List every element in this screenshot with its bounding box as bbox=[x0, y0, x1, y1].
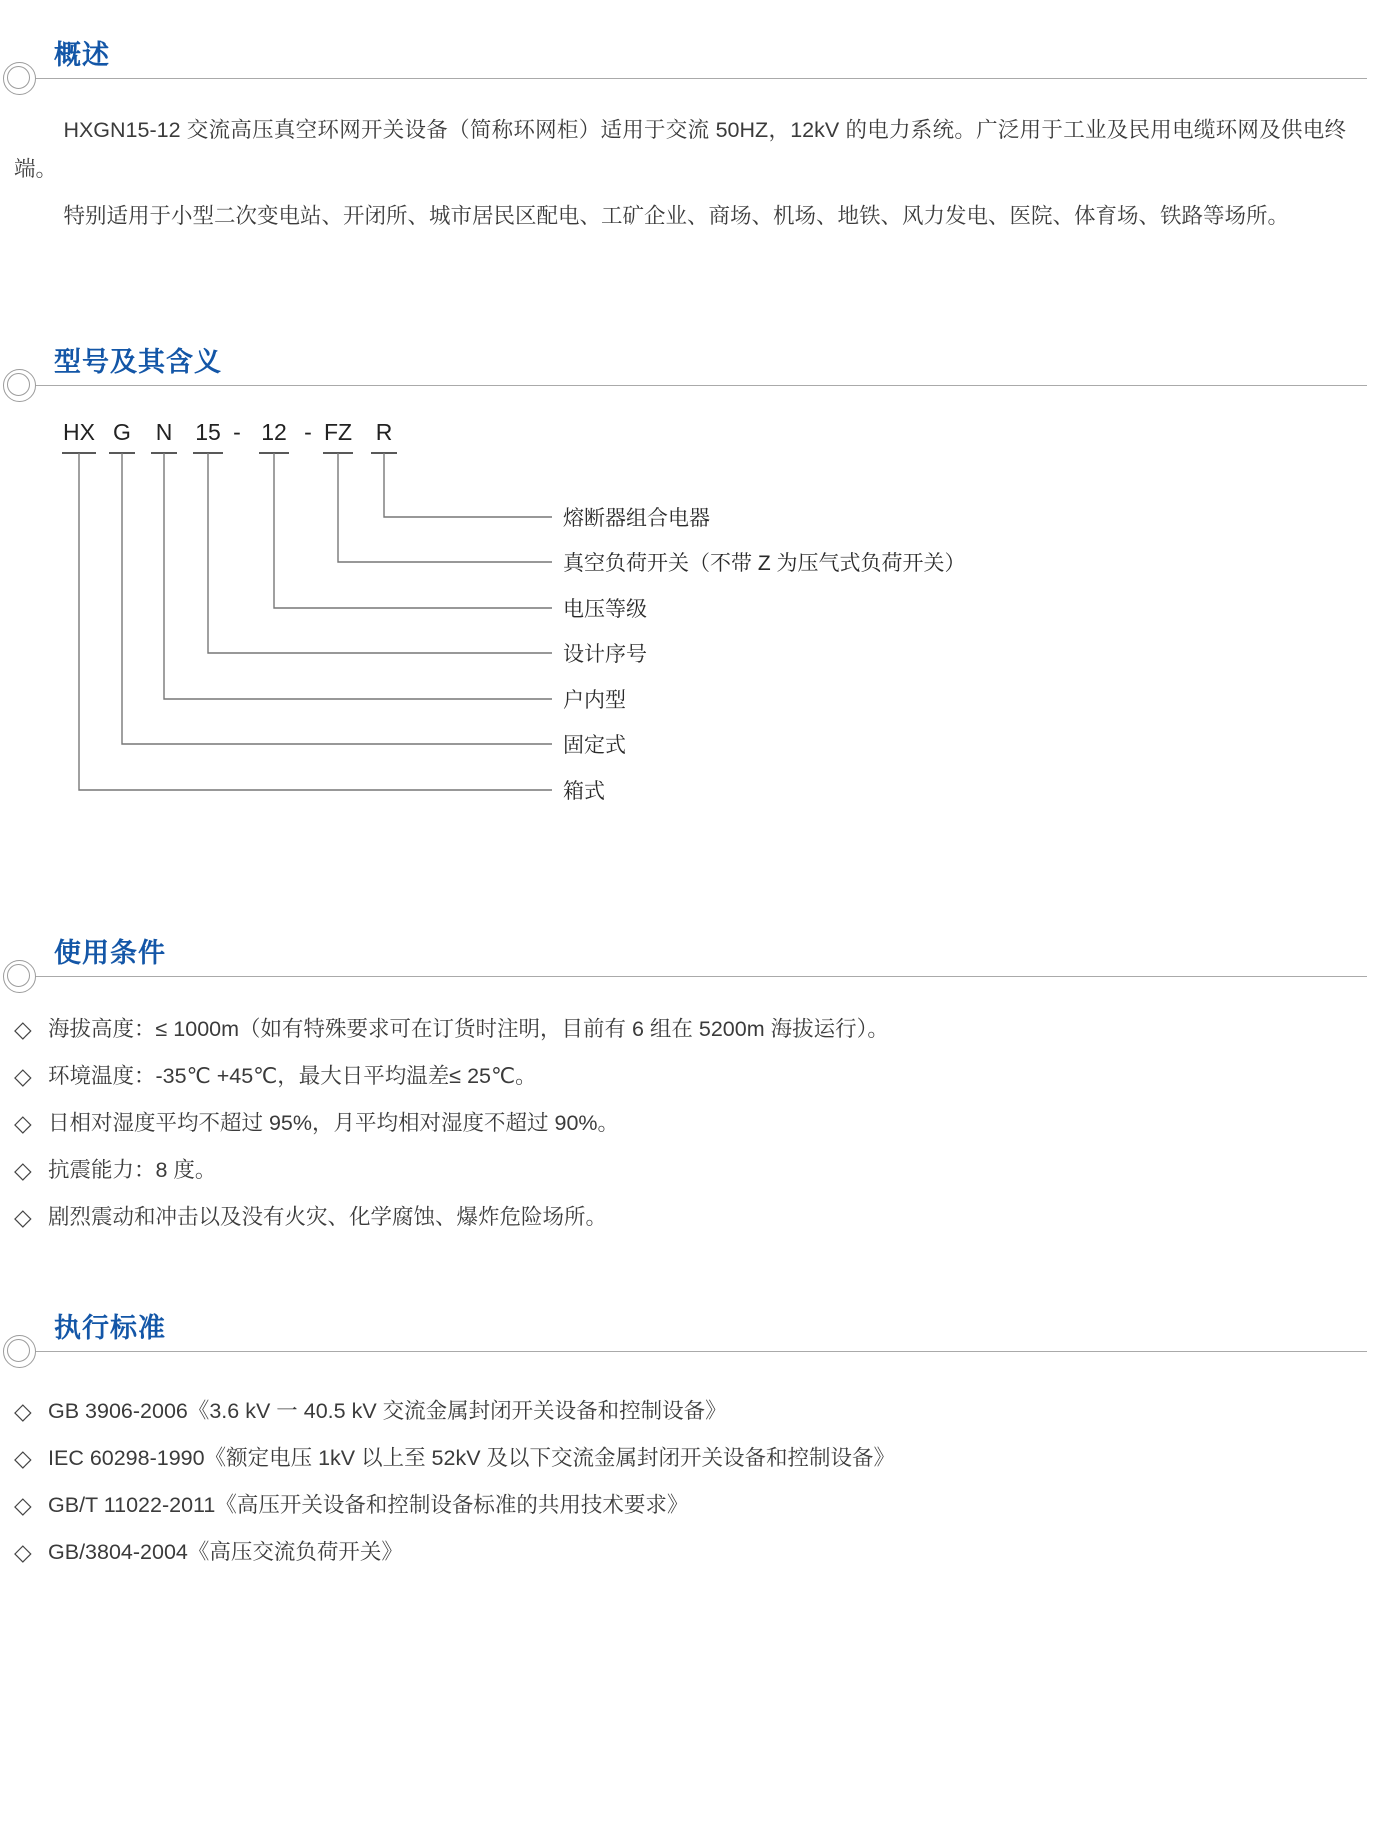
connector-line-G bbox=[122, 453, 552, 744]
list-item bbox=[14, 1435, 1354, 1482]
standards-list bbox=[14, 1388, 1354, 1576]
connector-line-N bbox=[164, 453, 552, 699]
model-code-R: R bbox=[375, 419, 393, 445]
conditions-title: 使用条件 bbox=[54, 938, 166, 968]
model-code-N: N bbox=[155, 419, 173, 445]
diamond-bullet-icon: ◇ bbox=[14, 1110, 32, 1136]
list-item bbox=[14, 1053, 1354, 1100]
model-code-12: 12 bbox=[261, 419, 287, 445]
diamond-bullet-icon: ◇ bbox=[14, 1157, 32, 1183]
double-ring-icon bbox=[3, 369, 36, 402]
condition-text: 日相对湿度平均不超过 95%，月平均相对湿度不超过 90%。 bbox=[48, 1111, 620, 1135]
conditions-list bbox=[14, 1006, 1354, 1241]
list-item bbox=[14, 1006, 1354, 1053]
connector-line-HX bbox=[79, 453, 552, 790]
model-designation-diagram bbox=[0, 405, 980, 825]
model-label-box-type: 箱式 bbox=[563, 780, 605, 803]
diamond-bullet-icon: ◇ bbox=[14, 1016, 32, 1042]
diamond-bullet-icon: ◇ bbox=[14, 1063, 32, 1089]
model-code-15: 15 bbox=[195, 419, 221, 445]
section-divider-line bbox=[20, 385, 1367, 386]
condition-text: 环境温度：-35℃ +45℃，最大日平均温差≤ 25℃。 bbox=[48, 1064, 537, 1088]
standard-text: GB 3906-2006《3.6 kV 一 40.5 kV 交流金属封闭开关设备和控制设备》 bbox=[48, 1399, 727, 1423]
list-item bbox=[14, 1482, 1354, 1529]
diamond-bullet-icon: ◇ bbox=[14, 1398, 32, 1424]
overview-paragraph: 特别适用于小型二次变电站、开闭所、城市居民区配电、工矿企业、商场、机场、地铁、风力发电、医院、体育场、铁路等场所。 bbox=[63, 204, 1289, 228]
list-item bbox=[14, 1100, 1354, 1147]
section-overview bbox=[0, 33, 1373, 293]
model-label-indoor-type: 户内型 bbox=[563, 689, 626, 712]
section-service-conditions bbox=[0, 931, 1373, 1261]
list-item bbox=[14, 1147, 1354, 1194]
condition-text: 剧烈震动和冲击以及没有火灾、化学腐蚀、爆炸危险场所。 bbox=[48, 1205, 608, 1229]
diamond-bullet-icon: ◇ bbox=[14, 1445, 32, 1471]
diamond-bullet-icon: ◇ bbox=[14, 1204, 32, 1230]
section-model-meaning bbox=[0, 340, 1373, 840]
model-code-G: G bbox=[113, 419, 131, 445]
model-code-separator: - bbox=[304, 419, 312, 445]
section-divider-line bbox=[20, 976, 1367, 977]
model-title: 型号及其含义 bbox=[54, 347, 222, 377]
double-ring-icon bbox=[3, 960, 36, 993]
section-divider-line bbox=[20, 1351, 1367, 1352]
connector-line-12 bbox=[274, 453, 552, 608]
diamond-bullet-icon: ◇ bbox=[14, 1539, 32, 1565]
model-label-fuse-combination: 熔断器组合电器 bbox=[563, 507, 710, 530]
condition-text: 抗震能力：8 度。 bbox=[48, 1158, 217, 1182]
model-label-design-serial: 设计序号 bbox=[563, 643, 647, 666]
standard-text: GB/3804-2004《高压交流负荷开关》 bbox=[48, 1540, 403, 1564]
overview-body bbox=[14, 111, 1346, 236]
overview-title: 概述 bbox=[54, 40, 110, 70]
section-standards bbox=[0, 1306, 1373, 1606]
list-item bbox=[14, 1529, 1354, 1576]
model-code-HX: HX bbox=[63, 419, 95, 445]
standard-text: GB/T 11022-2011《高压开关设备和控制设备标准的共用技术要求》 bbox=[48, 1493, 689, 1517]
double-ring-icon bbox=[3, 1335, 36, 1368]
list-item bbox=[14, 1194, 1354, 1241]
condition-text: 海拔高度：≤ 1000m（如有特殊要求可在订货时注明，目前有 6 组在 5200m 海拔运行）。 bbox=[48, 1017, 889, 1041]
standards-title: 执行标准 bbox=[54, 1313, 166, 1343]
model-label-vacuum-load-switch: 真空负荷开关（不带 Z 为压气式负荷开关） bbox=[563, 552, 966, 575]
connector-line-FZ bbox=[338, 453, 552, 562]
model-label-voltage-class: 电压等级 bbox=[563, 598, 647, 621]
overview-paragraph: HXGN15-12 交流高压真空环网开关设备（简称环网柜）适用于交流 50HZ，12kV 的电力系统。广泛用于工业及民用电缆环网及供电终端。 bbox=[14, 118, 1346, 181]
double-ring-icon bbox=[3, 62, 36, 95]
connector-line-15 bbox=[208, 453, 552, 653]
model-label-fixed-type: 固定式 bbox=[563, 734, 626, 757]
section-divider-line bbox=[20, 78, 1367, 79]
model-code-separator: - bbox=[233, 419, 241, 445]
list-item bbox=[14, 1388, 1354, 1435]
diamond-bullet-icon: ◇ bbox=[14, 1492, 32, 1518]
model-code-FZ: FZ bbox=[323, 419, 353, 445]
connector-line-R bbox=[384, 453, 552, 517]
standard-text: IEC 60298-1990《额定电压 1kV 以上至 52kV 及以下交流金属封闭开关设备和控制设备》 bbox=[48, 1446, 896, 1470]
